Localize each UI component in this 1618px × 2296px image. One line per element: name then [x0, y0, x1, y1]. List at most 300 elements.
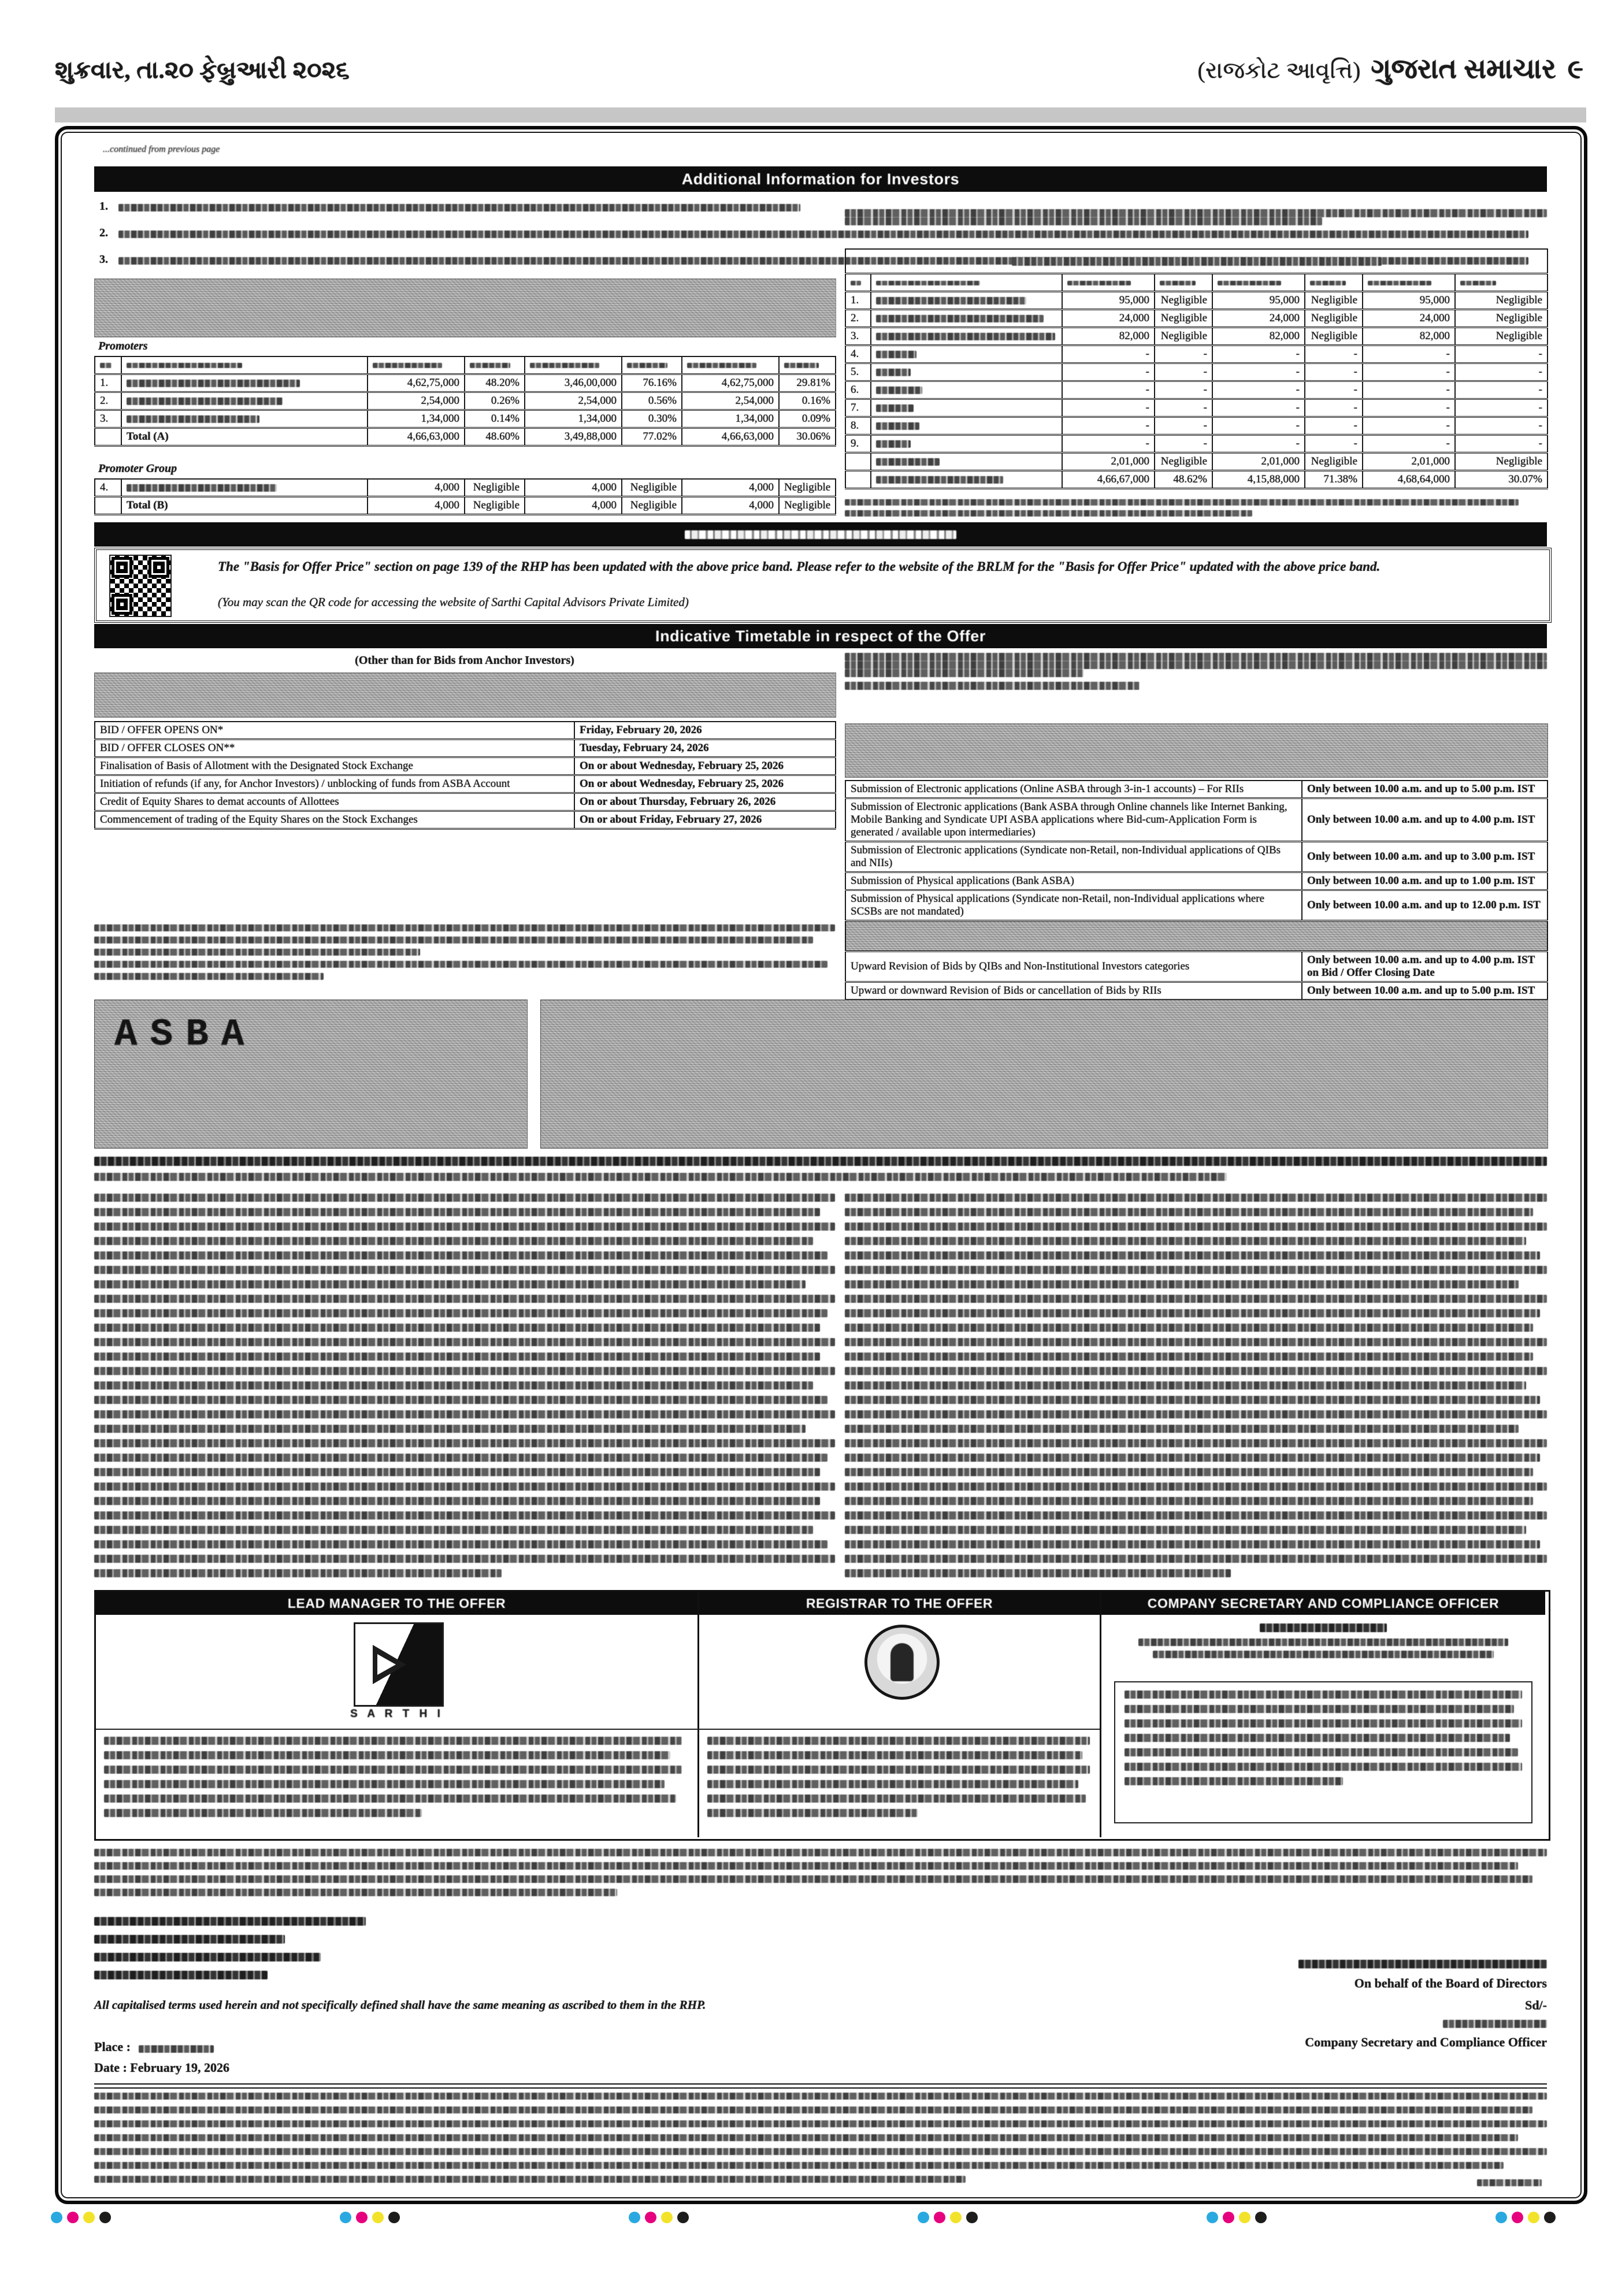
signature-name-noise	[1443, 2020, 1547, 2028]
table-header-cell	[95, 356, 121, 374]
table-cell: -	[1212, 435, 1305, 453]
asba-banner-left	[94, 1000, 528, 1149]
table-row	[95, 374, 836, 392]
illegible-line	[104, 1737, 682, 1745]
note-text-noise	[118, 231, 1528, 238]
place-label: Place :	[94, 2039, 131, 2054]
table-row	[845, 310, 1548, 328]
table-row	[95, 722, 836, 740]
masthead-right	[1198, 53, 1583, 86]
table-cell	[871, 453, 1062, 471]
table-cell	[871, 399, 1062, 417]
cell-text-noise	[876, 387, 922, 394]
illegible-line	[845, 653, 1547, 661]
contacts-rule	[96, 1729, 1100, 1730]
lead-manager-title: LEAD MANAGER TO THE OFFER	[287, 1595, 506, 1611]
table-cell: -	[1155, 381, 1212, 399]
cell-text-noise	[127, 380, 300, 387]
table-row	[845, 842, 1548, 872]
registrar-logo-icon	[864, 1625, 940, 1700]
table-subheader-noise	[845, 921, 1548, 952]
table-cell: -	[1363, 345, 1455, 363]
footnote-line	[94, 961, 827, 968]
table-row	[845, 471, 1548, 489]
table-cell: -	[1212, 381, 1305, 399]
table-cell: Negligible	[1455, 453, 1548, 471]
availability-bold-lines	[94, 1917, 903, 1979]
table-row	[95, 410, 836, 428]
footnote-line	[845, 510, 1252, 517]
table-row	[95, 479, 836, 497]
table-cell: On or about Friday, February 27, 2026	[574, 811, 836, 829]
grievance-box	[1114, 1681, 1532, 1823]
table-cell	[95, 428, 121, 446]
table-cell: BID / OFFER CLOSES ON**	[95, 740, 574, 757]
qr-notice-box	[94, 548, 1552, 623]
table-header-cell	[682, 356, 779, 374]
table-cell: Total (A)	[121, 428, 368, 446]
illegible-line	[94, 1295, 835, 1303]
table-cell: 24,000	[1062, 310, 1155, 328]
illegible-line	[1125, 1777, 1343, 1785]
table-cell: Negligible	[465, 479, 525, 497]
illegible-line	[94, 1483, 835, 1491]
table-cell: 5.	[845, 363, 871, 381]
table-header-cell	[622, 356, 682, 374]
promoter-group-table	[94, 478, 836, 515]
illegible-line	[845, 1280, 1519, 1288]
table-cell: Negligible	[1455, 328, 1548, 345]
table-cell: Negligible	[1155, 292, 1212, 310]
illegible-line	[845, 1540, 1540, 1548]
table-cell: -	[1062, 417, 1155, 435]
illegible-line	[845, 1454, 1540, 1462]
illegible-line	[1125, 1691, 1522, 1699]
illegible-line	[94, 1454, 827, 1462]
illegible-line	[94, 1266, 835, 1274]
table-title-noise	[1012, 257, 1382, 266]
table-cell: Finalisation of Basis of Allotment with the Designated Stock Exchange	[95, 757, 574, 775]
section-bar-timetable	[94, 624, 1547, 648]
submission-header-noise-block	[845, 723, 1548, 778]
table-row	[845, 890, 1548, 921]
qr-code	[109, 555, 172, 617]
capitalised-terms-line: All capitalised terms used herein and not specifically defined shall have the same meaning as ascribed to them in the RHP.	[94, 1998, 706, 2012]
illegible-line	[845, 1223, 1547, 1231]
disclaimer-paragraphs-noise	[94, 2093, 1547, 2183]
masthead-paper-title: ગુજરાત સમાચાર	[1371, 54, 1556, 84]
table-cell: On or about Thursday, February 26, 2026	[574, 793, 836, 811]
cmyk-dot	[388, 2212, 400, 2223]
table-header-cell	[1305, 274, 1363, 292]
table-cell: 4,000	[368, 479, 465, 497]
illegible-line	[845, 1497, 1533, 1505]
table-row	[845, 435, 1548, 453]
qr-scan-hint: (You may scan the QR code for accessing the website of Sarthi Capital Advisors Private Limited)	[218, 595, 689, 609]
table-cell: -	[1305, 399, 1363, 417]
cmyk-dot	[1239, 2212, 1250, 2223]
note-number: 3.	[99, 253, 108, 266]
illegible-line	[845, 1425, 1519, 1433]
table-cell: On or about Wednesday, February 25, 2026	[574, 775, 836, 793]
illegible-line	[94, 1338, 835, 1346]
table-cell: -	[1455, 381, 1548, 399]
qr-finder-top-right	[149, 557, 169, 578]
table-cell: -	[1305, 363, 1363, 381]
illegible-line	[94, 1194, 835, 1202]
footnote-line	[94, 973, 324, 980]
cmyk-dot-group	[340, 2212, 404, 2226]
date-line: Date : February 19, 2026	[94, 2060, 230, 2075]
cmyk-dot-group	[629, 2212, 693, 2226]
illegible-line	[1125, 1734, 1510, 1742]
illegible-line	[94, 1324, 820, 1332]
illegible-line	[845, 1439, 1547, 1447]
promoters-table-body	[95, 356, 836, 446]
illegible-line	[1125, 1748, 1518, 1756]
lead-manager-details-noise	[104, 1737, 682, 1823]
footnote-line	[845, 499, 1519, 506]
table-cell: 4.	[845, 345, 871, 363]
table-row	[845, 345, 1548, 363]
table-row	[845, 292, 1548, 310]
table-cell: 2,54,000	[368, 392, 465, 410]
asba-tagline-noise-2	[94, 1173, 1227, 1181]
table-header-cell	[779, 356, 836, 374]
table-row	[845, 328, 1548, 345]
availability-paragraph-noise	[94, 1849, 1547, 1896]
table-cell: 4,000	[682, 479, 779, 497]
table-cell: -	[1155, 399, 1212, 417]
table-cell: Submission of Physical applications (Bank ASBA)	[845, 872, 1302, 890]
body-text-right-column	[845, 1194, 1547, 1584]
illegible-line	[845, 1569, 1231, 1577]
illegible-line	[94, 1237, 813, 1245]
table-cell: 1,34,000	[525, 410, 622, 428]
table-cell: 0.16%	[779, 392, 836, 410]
table-cell: -	[1062, 435, 1155, 453]
table-cell: -	[1455, 399, 1548, 417]
signature-board-line: On behalf of the Board of Directors	[1354, 1976, 1547, 1990]
table-cell: 6.	[845, 381, 871, 399]
company-secretary-title: COMPANY SECRETARY AND COMPLIANCE OFFICER	[1147, 1595, 1500, 1611]
cell-text-noise	[876, 369, 911, 376]
table-cell: Negligible	[1455, 310, 1548, 328]
table-cell: 9.	[845, 435, 871, 453]
illegible-line	[845, 1208, 1533, 1216]
table-cell: -	[1363, 417, 1455, 435]
qr-finder-bottom-left	[112, 594, 132, 615]
table-cell: Submission of Physical applications (Syndicate non-Retail, non-Individual applications where SCSBs are not mandated)	[845, 890, 1302, 921]
table-cell: -	[1155, 417, 1212, 435]
table-cell: Commencement of trading of the Equity Shares on the Stock Exchanges	[95, 811, 574, 829]
table-row	[95, 757, 836, 775]
table-cell	[871, 363, 1062, 381]
cell-text-noise	[127, 415, 259, 423]
bar-company-secretary	[1101, 1592, 1545, 1615]
submission-table	[845, 780, 1548, 1001]
table-cell: Only between 10.00 a.m. and up to 1.00 p.m. IST	[1302, 872, 1548, 890]
right-intro-noise	[845, 209, 1547, 225]
table-cell: 4,66,63,000	[682, 428, 779, 446]
body-text-left-column	[94, 1194, 835, 1584]
table-cell: Negligible	[1155, 310, 1212, 328]
bar-lead-manager	[96, 1592, 697, 1615]
table-header-cell	[871, 274, 1062, 292]
holdings-footnotes	[845, 499, 1547, 517]
address-noise	[1153, 1651, 1494, 1658]
illegible-line	[845, 1526, 1526, 1534]
table-cell: -	[1062, 345, 1155, 363]
cell-text-noise	[876, 422, 919, 430]
table-cell: 48.20%	[465, 374, 525, 392]
table-cell: -	[1363, 435, 1455, 453]
cell-text-noise	[876, 476, 1003, 484]
cmyk-dot	[645, 2212, 656, 2223]
illegible-line	[94, 1353, 820, 1361]
table-cell: 2,54,000	[682, 392, 779, 410]
table-cell: -	[1305, 417, 1363, 435]
table-cell: Negligible	[1305, 328, 1363, 345]
illegible-line	[1125, 1763, 1522, 1771]
table-cell: -	[1212, 399, 1305, 417]
submission-table-body	[845, 781, 1548, 1000]
table-cell: -	[1305, 345, 1363, 363]
company-secretary-name-noise	[1109, 1622, 1537, 1658]
illegible-line	[94, 1849, 1547, 1856]
signature-block	[982, 1959, 1547, 2050]
illegible-line	[707, 1766, 1090, 1774]
illegible-line	[845, 1353, 1533, 1361]
table-cell	[871, 381, 1062, 399]
table-cell	[871, 310, 1062, 328]
masthead-page-number: ૯	[1567, 54, 1583, 84]
illegible-line	[94, 1497, 820, 1505]
table-header-cell	[121, 356, 368, 374]
contacts-divider-2	[1100, 1590, 1101, 1837]
print-registration-marks	[0, 2212, 1618, 2226]
table-cell: 82,000	[1363, 328, 1455, 345]
table-cell: -	[1062, 381, 1155, 399]
table-cell: Negligible	[1305, 292, 1363, 310]
table-row	[95, 497, 836, 515]
table-cell: -	[1212, 417, 1305, 435]
illegible-line	[94, 1526, 813, 1534]
promoters-group-label: Promoters	[98, 340, 148, 352]
table-cell: 7.	[845, 399, 871, 417]
cell-text-noise	[876, 458, 940, 466]
table-row	[845, 952, 1548, 982]
cmyk-dot-group	[51, 2212, 116, 2226]
sarthi-caption: S A R T H I	[350, 1708, 444, 1720]
table-cell: 76.16%	[622, 374, 682, 392]
footnote-line	[94, 937, 813, 943]
illegible-line	[94, 2106, 1532, 2113]
table-cell: 48.60%	[465, 428, 525, 446]
illegible-line	[94, 1425, 806, 1433]
table-cell: -	[1305, 435, 1363, 453]
cell-text-noise	[127, 484, 277, 492]
table-cell: Negligible	[1155, 453, 1212, 471]
table-cell: 4,000	[368, 497, 465, 515]
table-cell	[845, 453, 871, 471]
timetable-table-body	[95, 722, 836, 829]
table-cell: Negligible	[1305, 310, 1363, 328]
table-cell: 24,000	[1363, 310, 1455, 328]
promoter-group-table-body	[95, 479, 836, 515]
illegible-line	[94, 1569, 502, 1577]
note-line-2	[99, 226, 1544, 240]
table-cell	[871, 471, 1062, 489]
illegible-line	[94, 1367, 835, 1375]
submission-intro-noise	[845, 653, 1547, 690]
cmyk-dot	[99, 2212, 111, 2223]
table-cell: -	[1212, 345, 1305, 363]
table-cell: Negligible	[622, 479, 682, 497]
table-cell: Submission of Electronic applications (Syndicate non-Retail, non-Individual applications of QIBs and NIIs)	[845, 842, 1302, 872]
table-cell: 30.07%	[1455, 471, 1548, 489]
address-noise	[1138, 1639, 1508, 1646]
cmyk-dot	[372, 2212, 384, 2223]
illegible-line	[707, 1780, 1078, 1788]
table-cell: 3.	[845, 328, 871, 345]
sarthi-logo	[354, 1622, 444, 1707]
asba-tagline-noise	[94, 1157, 1547, 1166]
section-bar-price-notice	[94, 522, 1547, 547]
table-cell: 4,000	[525, 479, 622, 497]
illegible-line	[845, 1396, 1540, 1404]
illegible-line	[104, 1809, 422, 1817]
table-cell	[871, 417, 1062, 435]
table-row	[95, 793, 836, 811]
cmyk-dot-group	[1495, 2212, 1560, 2226]
illegible-line	[104, 1751, 670, 1759]
cell-text-noise	[876, 440, 911, 448]
bar-registrar	[699, 1592, 1100, 1615]
table-cell: 3,46,00,000	[525, 374, 622, 392]
table-cell: -	[1062, 399, 1155, 417]
table-cell: Upward or downward Revision of Bids or cancellation of Bids by RIIs	[845, 982, 1302, 1000]
table-cell: 2,01,000	[1212, 453, 1305, 471]
illegible-line	[845, 1324, 1533, 1332]
section-title-noise	[685, 530, 956, 539]
cmyk-dot	[1255, 2212, 1267, 2223]
illegible-line	[94, 1396, 827, 1404]
table-header-cell	[1212, 274, 1305, 292]
table-cell: Only between 10.00 a.m. and up to 4.00 p.m. IST on Bid / Offer Closing Date	[1302, 952, 1548, 982]
illegible-line	[94, 2120, 1547, 2127]
table-cell: 0.26%	[465, 392, 525, 410]
illegible-line	[94, 1511, 835, 1519]
holdings-table	[845, 248, 1548, 489]
cmyk-dot	[629, 2212, 640, 2223]
table-cell: 2,01,000	[1363, 453, 1455, 471]
table-cell	[871, 292, 1062, 310]
illegible-line	[845, 669, 1083, 677]
cell-text-noise	[876, 297, 1026, 304]
table-cell: -	[1455, 363, 1548, 381]
table-cell	[871, 328, 1062, 345]
table-cell: 4,000	[682, 497, 779, 515]
cmyk-dot	[1528, 2212, 1539, 2223]
place-line	[94, 2039, 214, 2054]
illegible-line	[104, 1766, 682, 1774]
table-row	[845, 381, 1548, 399]
price-notice-text: The "Basis for Offer Price" section on page 139 of the RHP has been updated with the above price band. Please refer to the website of the BRLM for the "Basis for Offer Price" updated with the above price band.	[218, 559, 1381, 574]
table-cell: Negligible	[779, 479, 836, 497]
illegible-line	[845, 1410, 1547, 1418]
cmyk-dot	[1495, 2212, 1507, 2223]
banker-line-noise	[94, 1953, 321, 1961]
table-cell: 1.	[95, 374, 121, 392]
illegible-line	[94, 2134, 1518, 2141]
table-header-cell	[1062, 274, 1155, 292]
table-cell	[121, 392, 368, 410]
table-cell: -	[1155, 435, 1212, 453]
illegible-line	[845, 1194, 1547, 1202]
table-row	[845, 921, 1548, 952]
illegible-line	[707, 1751, 1082, 1759]
illegible-line	[845, 1295, 1547, 1303]
cmyk-dot	[340, 2212, 351, 2223]
illegible-line	[845, 1555, 1547, 1563]
person-name-noise	[1260, 1623, 1387, 1632]
table-cell: -	[1363, 363, 1455, 381]
table-cell	[95, 497, 121, 515]
table-cell: 24,000	[1212, 310, 1305, 328]
table-title-row	[845, 249, 1548, 274]
table-cell: 82,000	[1062, 328, 1155, 345]
table-cell: 1,34,000	[368, 410, 465, 428]
place-value-noise	[139, 2045, 214, 2053]
table-cell: 48.62%	[1155, 471, 1212, 489]
table-cell: -	[1363, 399, 1455, 417]
table-cell: Upward Revision of Bids by QIBs and Non-Institutional Investors categories	[845, 952, 1302, 982]
ad-agency-credit-noise	[1477, 2179, 1542, 2186]
illegible-line	[845, 1468, 1533, 1476]
table-header-cell	[1155, 274, 1212, 292]
table-cell: 2,54,000	[525, 392, 622, 410]
disclaimer-divider	[94, 2083, 1547, 2089]
illegible-line	[104, 1795, 676, 1803]
table-cell: -	[1363, 381, 1455, 399]
illegible-line	[845, 1511, 1547, 1519]
continued-note: ...continued from previous page	[103, 144, 220, 154]
illegible-line	[845, 1367, 1547, 1375]
table-row	[845, 781, 1548, 798]
table-cell: 77.02%	[622, 428, 682, 446]
table-cell: 30.06%	[779, 428, 836, 446]
grievance-text-noise	[1125, 1691, 1522, 1785]
table-cell: 8.	[845, 417, 871, 435]
table-cell	[845, 471, 871, 489]
table-cell: On or about Wednesday, February 25, 2026	[574, 757, 836, 775]
cmyk-dot	[934, 2212, 945, 2223]
table-row	[95, 811, 836, 829]
table-cell: 4,15,88,000	[1212, 471, 1305, 489]
illegible-line	[94, 1280, 806, 1288]
cell-text-noise	[876, 351, 916, 358]
masthead-edition: (રાજકોટ આવૃત્તિ)	[1197, 57, 1361, 83]
table-cell: Submission of Electronic applications (Bank ASBA through Online channels like Internet Banking, Mobile Banking and Syndicate UPI ASBA applications where Bid-cum-Application Form is generated / available upon intermediaries)	[845, 798, 1302, 842]
signature-sd-line: Sd/-	[1525, 1998, 1547, 2012]
table-header-cell	[465, 356, 525, 374]
illegible-line	[94, 1309, 827, 1317]
section-bar-additional-info	[94, 166, 1547, 192]
holdings-table-body	[845, 249, 1548, 489]
illegible-line	[845, 1483, 1547, 1491]
illegible-line	[845, 1309, 1540, 1317]
